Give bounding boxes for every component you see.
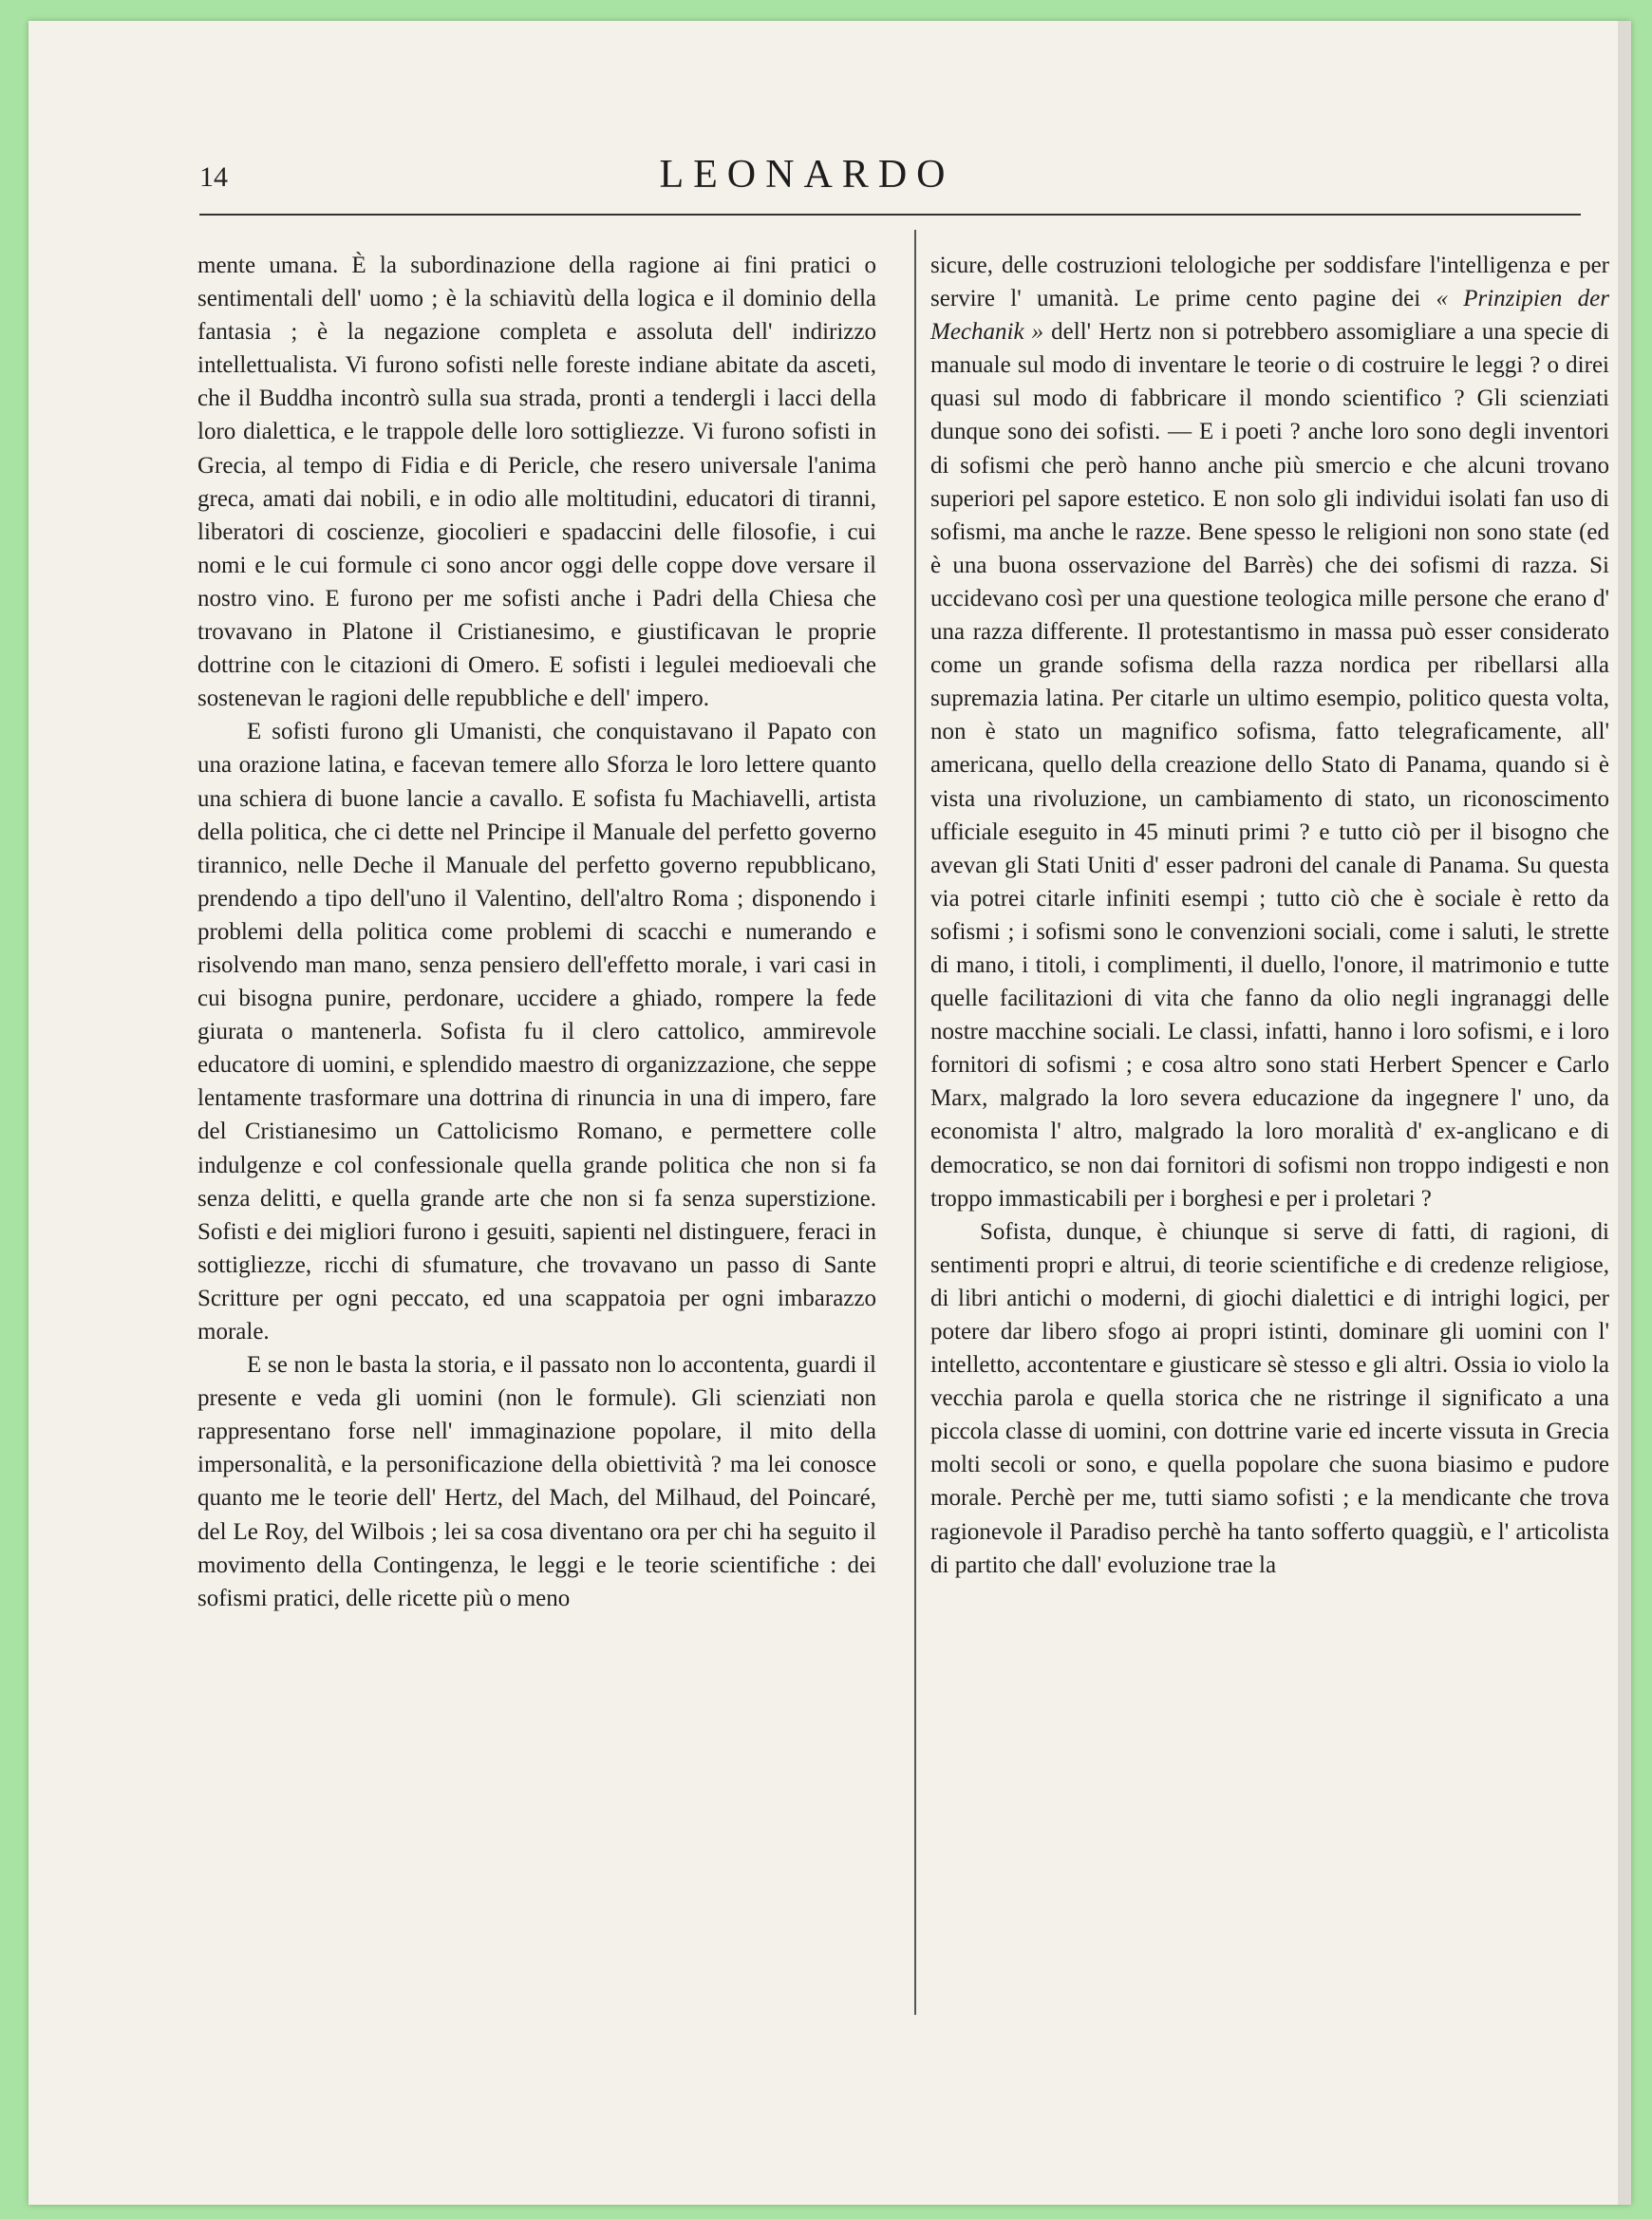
column-divider xyxy=(914,230,916,2015)
paragraph: mente umana. È la subordinazione della ragione ai fini pratici o sentimentali dell' uomo ; è la schiavitù della logica e il dominio della fantasia ; è la negazione completa e assoluta dell' indirizzo intellettualista. Vi furono sofisti nelle foreste indiane abitate da asceti, che il Buddha incontrò sulla sua strada, pronti a tendergli i lacci della loro dialettica, e le trappole delle loro sottigliezze. Vi furono sofisti in Grecia, al tempo di Fidia e di Pericle, che resero universale l'anima greca, amati dai nobili, e in odio alle moltitudini, educatori di tiranni, liberatori di coscienze, giocolieri e spadaccini delle filosofie, i cui nomi e le cui formule ci sono ancor oggi delle coppe dove versare il nostro vino. E furono per me sofisti anche i Padri della Chiesa che trovavano in Platone il Cristianesimo, e giustificavan le proprie dottrine con le citazioni di Omero. E sofisti i legulei medioevali che sostenevan le ragioni delle repubbliche e dell' impero. xyxy=(197,253,876,712)
paragraph: E se non le basta la storia, e il passato non lo accontenta, guardi il presente e veda gli uomini (non le formule). Gli scienziati non rappresentano forse nell' immaginazione popolare, il mito della impersonalità, e la personificazione della obiettività ? ma lei conosce quanto me le teorie dell' Hertz, del Mach, del Milhaud, del Poincaré, del Le Roy, del Wilbois ; lei sa cosa diventano ora per chi ha seguito il movimento della Contingenza, le leggi e le teorie scientifiche : dei sofismi pratici, delle ricette più o meno xyxy=(197,1352,876,1611)
paragraph xyxy=(930,249,1609,1215)
left-column xyxy=(197,249,876,1615)
paragraph: Sofista, dunque, è chiunque si serve di fatti, di ragioni, di sentimenti propri e altrui, di teorie scientifiche e di credenze religiose, di libri antichi o moderni, di giochi dialettici e di intrighi logici, per potere dar libero sfogo ai propri istinti, dominare gli uomini con l' intelletto, accontentare e giusticare sè stesso e gli altri. Ossia io violo la vecchia parola e quella storica che ne ristringe il significato a una piccola classe di uomini, con dottrine varie ed incerte vissuta in Grecia molti secoli or sono, e quella popolare che suona biasimo e pudore morale. Perchè per me, tutti siamo sofisti ; e la mendicante che trova ragionevole il Paradiso perchè ha tanto sofferto quaggiù, e l' articolista di partito che dall' evoluzione trae la xyxy=(930,1218,1609,1578)
text-span: dell' Hertz non si potrebbero assomigliare a una specie di manuale sul modo di inventare le teorie o di costruire le leggi ? o direi quasi sul modo di fabbricare il mondo scientifico ? Gli scienziati dunque sono dei sofisti. — E i poeti ? anche loro sono degli inventori di sofismi che però hanno anche più smercio e che alcuni trovano superiori pel sapore estetico. E non solo gli individui isolati fan uso di sofismi, ma anche le razze. Bene spesso le religioni non sono state (ed è una buona osservazione del Barrès) che dei sofismi di razza. Si uccidevano così per una questione teologica mille persone che erano d' una razza differente. Il protestantismo in massa può esser considerato come un grande sofisma della razza nordica per ribellarsi alla supremazia latina. Per citarle un ultimo esempio, politico questa volta, non è stato un magnifico sofisma, fatto telegraficamente, all' americana, quello della creazione dello Stato di Panama, quando si è vista una rivoluzione, un cambiamento di stato, un riconoscimento ufficiale eseguito in 45 minuti primi ? e tutto ciò per il bisogno che avevan gli Stati Uniti d' esser padroni del canale di Panama. Su questa via potrei citarle infiniti esempi ; tutto ciò che è sociale è retto da sofismi ; i sofismi sono le convenzioni sociali, come i saluti, le strette di mano, i titoli, i complimenti, il duello, l'onore, il matrimonio e tutte quelle facilitazioni di vita che fanno da olio negli ingranaggi delle nostre macchine sociali. Le classi, infatti, hanno i loro sofismi, e i loro fornitori di sofismi ; e cosa altro sono stati Herbert Spencer e Carlo Marx, malgrado la loro severa educazione da ingegnere l' uno, da economista l' altro, malgrado la loro moralità d' ex-anglicano e di democratico, se non dai fornitori di sofismi non troppo indigesti e non troppo immasticabili per i borghesi e per i proletari ? xyxy=(930,319,1609,1212)
page-title: LEONARDO xyxy=(659,153,955,197)
right-column xyxy=(930,249,1609,1582)
paragraph: E sofisti furono gli Umanisti, che conquistavano il Papato con una orazione latina, e facevan temere allo Sforza le loro lettere quanto una schiera di buone lancie a cavallo. E sofista fu Machiavelli, artista della politica, che ci dette nel Principe il Manuale del perfetto governo tirannico, nelle Deche il Manuale del perfetto governo repubblicano, prendendo a tipo dell'uno il Valentino, dell'altro Roma ; disponendo i problemi della politica come problemi di scacchi e numerando e risolvendo man mano, senza pensiero dell'effetto morale, i vari casi in cui bisogna punire, perdonare, uccidere a ghiado, rompere la fede giurata o mantenerla. Sofista fu il clero cattolico, ammirevole educatore di uomini, e splendido maestro di organizzazione, che seppe lentamente trasformare una dottrina di rinuncia in una di impero, fare del Cristianesimo un Cattolicismo Romano, e permettere colle indulgenze e col confessionale quella grande politica che non si fa senza delitti, e quella grande arte che non si fa senza superstizione. Sofisti e dei migliori furono i gesuiti, sapienti nel distinguere, feraci in sottigliezze, ricchi di sfumature, che trovavano un passo di Sante Scritture per ogni peccato, ed una scappatoia per ogni imbarazzo morale. xyxy=(197,719,876,1345)
page xyxy=(28,21,1631,2205)
page-number: 14 xyxy=(199,161,228,193)
text-span: sicure, delle costruzioni telologiche per soddisfare l'intelligenza e per servire l' umanità. Le prime cento pagine dei xyxy=(930,253,1609,312)
header-rule xyxy=(199,214,1581,216)
book-title: « Prinzipien der Mechanik » xyxy=(930,286,1609,346)
